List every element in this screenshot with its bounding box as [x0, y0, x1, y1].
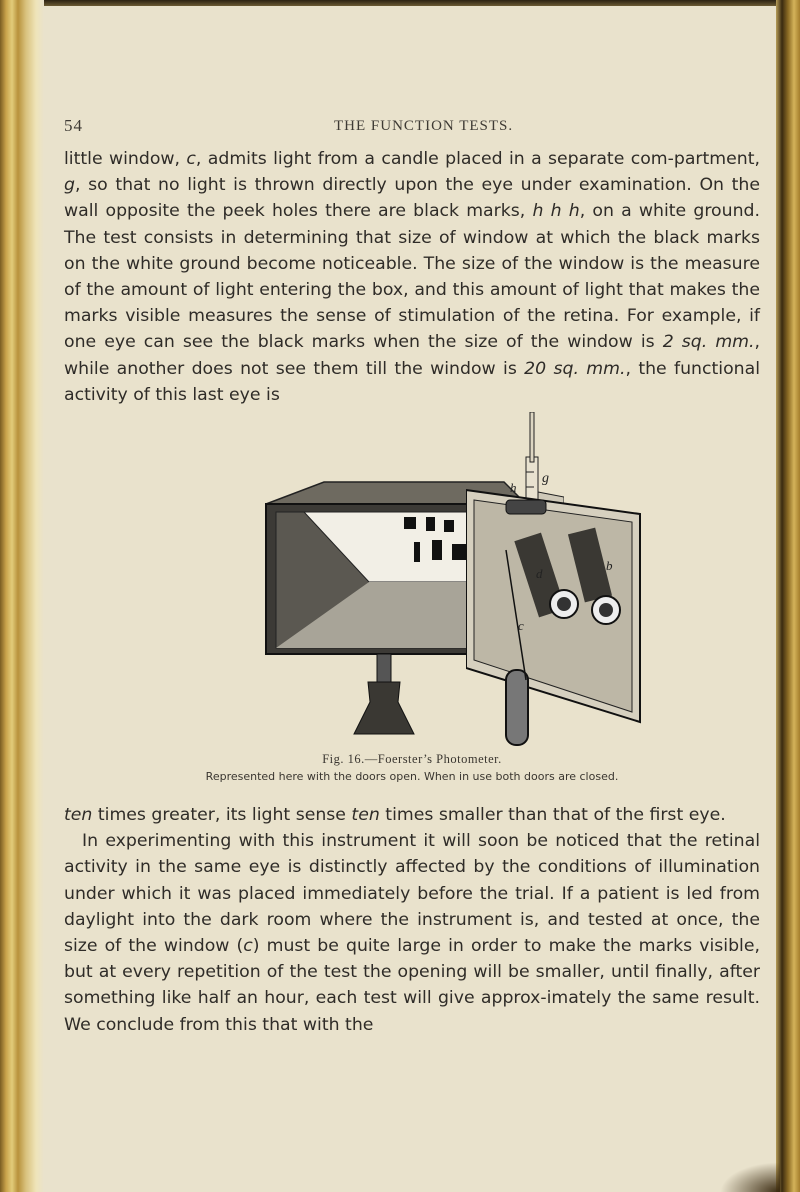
figure-photometer [64, 412, 760, 752]
text-run: , while another does not see them till the window is [64, 332, 761, 379]
text-run: , admits light from a candle placed in a separate com-partment, [195, 149, 760, 169]
page-number: 54 [64, 116, 83, 135]
text-run: In experimenting with this instrument it will soon be noticed that the retinal activity in the same eye is distinctly affected by the conditions of illumination under which it was placed immediately before the trial. If a patient is led from daylight into the dark room where the instrument is, and tested at once, the size of the window ( [64, 831, 760, 957]
figure-letter-c: c [518, 618, 524, 633]
caption-title: Fig. 16.—Foerster’s Photometer. [322, 752, 502, 766]
italic-run: 2 sq. mm. [662, 332, 755, 353]
body-text-top [64, 146, 760, 408]
book-page [64, 0, 760, 1192]
running-title: THE FUNCTION TESTS. [334, 118, 514, 134]
text-run: , the functional activity of this last eye is [64, 358, 761, 405]
italic-run: ten [64, 805, 93, 825]
photometer-door [466, 460, 646, 760]
italic-run: c [243, 936, 253, 957]
text-run: , so that no light is thrown directly upon the eye under examination. On the wall opposite the peek holes there are black marks, [64, 175, 760, 222]
caption-subtitle: Represented here with the doors open. When in use both doors are closed. [205, 770, 619, 783]
paragraph-continuation [64, 802, 760, 828]
figure-caption [64, 752, 760, 783]
text-run: , on a white ground. The test consists in determining that size of window at which the black marks on the white ground become noticeable. The size of the window is the measure of the amount of light entering the box, and this amount of light that makes the marks visible measures the sense of stimulation of the retina. For example, if one eye can see the black marks when the size of the window is [64, 201, 760, 353]
italic-run: 20 sq. mm. [524, 358, 626, 379]
figure-letter-d: d [536, 566, 543, 581]
italic-run: ten [351, 805, 380, 825]
body-text-bottom [64, 802, 760, 1038]
paragraph-top [64, 146, 760, 408]
text-run: little window, [64, 149, 187, 169]
italic-run: g [64, 175, 75, 196]
book-binding-left [0, 0, 44, 1192]
figure-letter-b: b [606, 558, 613, 573]
figure-letter-g: g [542, 471, 549, 486]
figure-letter-h: h [510, 480, 517, 495]
text-run: times smaller than that of the first eye. [379, 805, 726, 825]
page-header [64, 116, 760, 140]
italic-run: h h h [532, 201, 580, 222]
text-run: times greater, its light sense [92, 805, 352, 825]
text-run: ) must be quite large in order to make the marks visible, but at every repetition of the test the opening will be smaller, until finally, after something like half an hour, each test will give approx-imately the same result. We conclude from this that with the [64, 936, 760, 1035]
book-binding-right [776, 0, 800, 1192]
italic-run: c [186, 149, 196, 169]
paragraph-experimenting [64, 828, 760, 1038]
